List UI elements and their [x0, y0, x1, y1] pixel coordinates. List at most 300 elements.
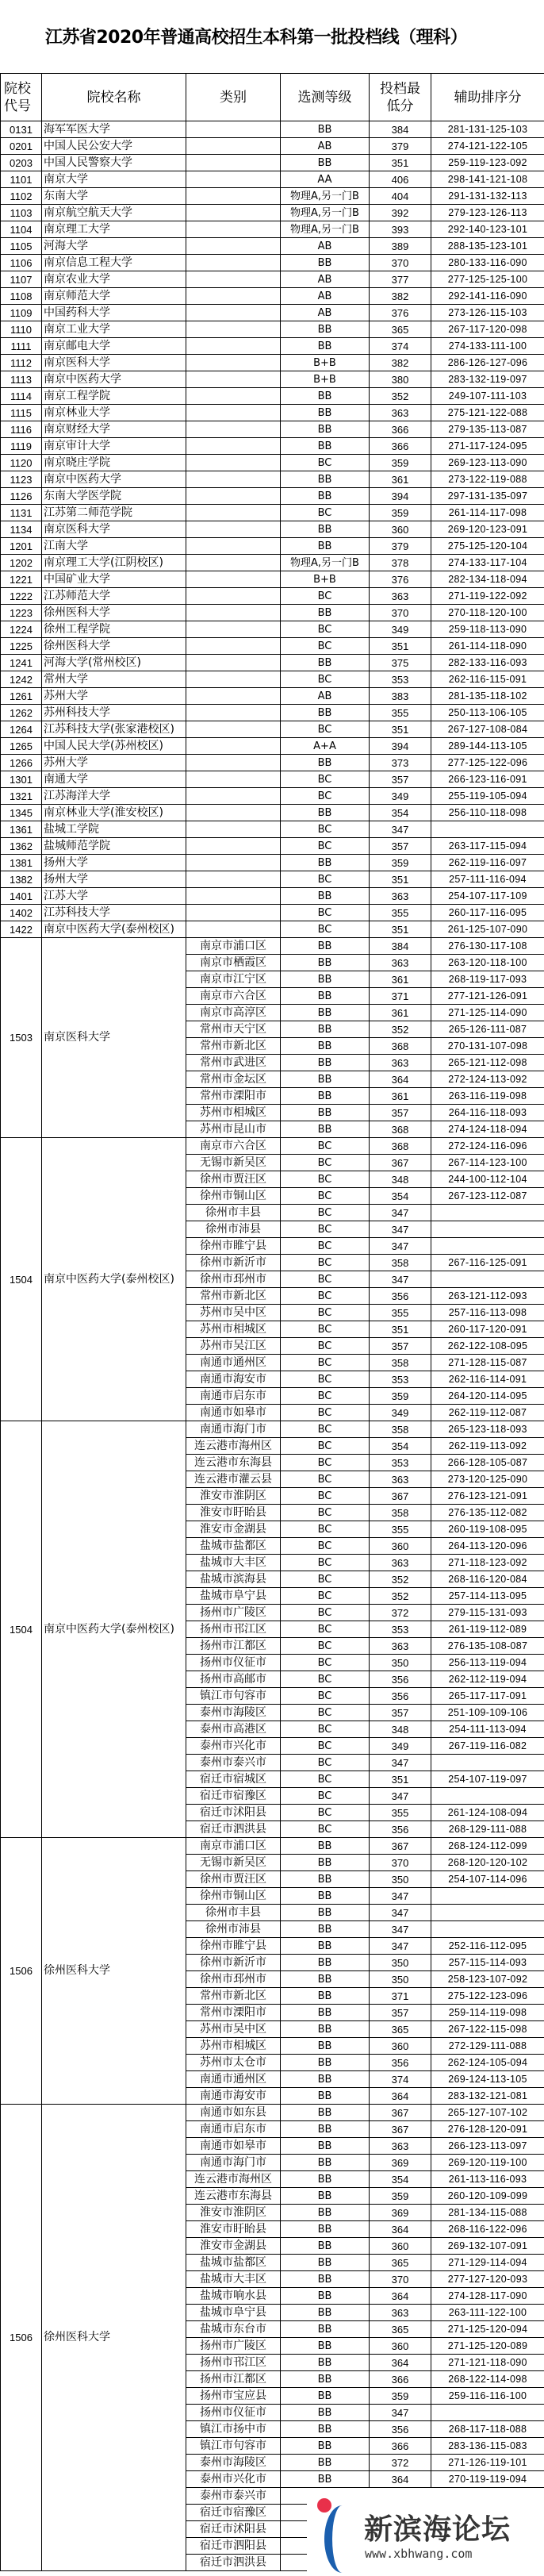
category: [186, 371, 281, 388]
category-region: 连云港市东海县: [186, 2188, 281, 2205]
aux-score: 281-135-118-102: [431, 688, 544, 705]
school-code: 1506: [1, 1838, 42, 2105]
school-code: 1402: [1, 905, 42, 921]
level: BC: [281, 1138, 370, 1155]
min-score: 364: [370, 2471, 431, 2488]
school-name: 南京医科大学: [42, 938, 186, 1138]
aux-score: 270-118-120-100: [431, 605, 544, 621]
table-row: [1, 488, 544, 505]
category-region: 宿迁市泗阳县: [186, 2538, 281, 2555]
level: BC: [281, 1321, 370, 1338]
category-region: 南通市海门市: [186, 1421, 281, 1438]
level: BB: [281, 1105, 370, 1121]
school-code: 1361: [1, 821, 42, 838]
category-region: 南通市海安市: [186, 2088, 281, 2105]
category: [186, 688, 281, 705]
category-region: 苏州市相城区: [186, 1321, 281, 1338]
category-region: 苏州市吴中区: [186, 2021, 281, 2038]
category-region: 徐州市铜山区: [186, 1188, 281, 1205]
category: [186, 571, 281, 588]
aux-score: 261-114-118-090: [431, 638, 544, 655]
school-code: 1504: [1, 1421, 42, 1838]
category-region: 扬州市广陵区: [186, 1605, 281, 1621]
table-row: [1, 821, 544, 838]
category-region: 南通市如东县: [186, 2105, 281, 2121]
level: BB: [281, 2038, 370, 2055]
category-region: 常州市武进区: [186, 1055, 281, 1071]
level: BB: [281, 538, 370, 555]
school-name: 苏州科技大学: [42, 705, 186, 721]
level: BB: [281, 2288, 370, 2305]
min-score: 377: [370, 271, 431, 288]
level: BC: [281, 1721, 370, 1738]
min-score: 360: [370, 2038, 431, 2055]
school-code: 1265: [1, 738, 42, 755]
category-region: 宿迁市宿豫区: [186, 1788, 281, 1805]
min-score: 361: [370, 471, 431, 488]
category-region: 无锡市新吴区: [186, 1855, 281, 1871]
category-region: 淮安市淮阴区: [186, 1488, 281, 1505]
table-row: [1, 571, 544, 588]
min-score: 352: [370, 1021, 431, 1038]
min-score: 393: [370, 221, 431, 238]
school-name: 南京航空航天大学: [42, 205, 186, 221]
school-name: 中国人民警察大学: [42, 155, 186, 171]
category-region: 宿迁市沭阳县: [186, 2521, 281, 2538]
category: [186, 805, 281, 821]
category: [186, 388, 281, 405]
level: BB: [281, 2155, 370, 2171]
min-score: 348: [370, 1721, 431, 1738]
aux-score: 261-114-117-098: [431, 505, 544, 521]
min-score: 358: [370, 1355, 431, 1371]
category-region: 盐城市盐都区: [186, 1538, 281, 1555]
level: BC: [281, 1171, 370, 1188]
aux-score: 262-116-114-091: [431, 1371, 544, 1388]
school-code: 1225: [1, 638, 42, 655]
aux-score: 268-122-114-098: [431, 2371, 544, 2388]
level: BC: [281, 721, 370, 738]
aux-score: 263-116-119-098: [431, 1088, 544, 1105]
table-row: [1, 671, 544, 688]
category-region: 南京市栖霞区: [186, 955, 281, 971]
school-name: 南京审计大学: [42, 438, 186, 455]
aux-score: 272-124-113-092: [431, 1071, 544, 1088]
aux-score: 265-123-118-093: [431, 1421, 544, 1438]
aux-score: 261-124-108-094: [431, 1805, 544, 1821]
category-region: 连云港市东海县: [186, 1455, 281, 1471]
min-score: 357: [370, 838, 431, 855]
min-score: 364: [370, 2088, 431, 2105]
category: [186, 788, 281, 805]
category-region: 镇江市扬中市: [186, 2421, 281, 2438]
min-score: 382: [370, 288, 431, 305]
min-score: 370: [370, 2271, 431, 2288]
aux-score: 259-116-116-100: [431, 2388, 544, 2405]
school-code: 1112: [1, 355, 42, 371]
aux-score: 256-110-118-098: [431, 805, 544, 821]
aux-score: 263-111-122-100: [431, 2305, 544, 2321]
level: BB: [281, 438, 370, 455]
school-name: 徐州工程学院: [42, 621, 186, 638]
level: AB: [281, 305, 370, 321]
category: [186, 171, 281, 188]
min-score: 360: [370, 521, 431, 538]
school-name: 南京大学: [42, 171, 186, 188]
category-region: 宿迁市宿豫区: [186, 2505, 281, 2521]
min-score: 363: [370, 405, 431, 421]
min-score: 379: [370, 138, 431, 155]
min-score: 363: [370, 1638, 431, 1655]
table-row: [1, 371, 544, 388]
level: B+B: [281, 355, 370, 371]
level: BB: [281, 488, 370, 505]
table-row: [1, 271, 544, 288]
category: [186, 238, 281, 255]
category: [186, 821, 281, 838]
aux-score: 271-119-122-092: [431, 588, 544, 605]
aux-score: 257-116-113-098: [431, 1305, 544, 1321]
min-score: 353: [370, 671, 431, 688]
level: BB: [281, 421, 370, 438]
aux-score: 264-120-114-095: [431, 1388, 544, 1405]
min-score: 394: [370, 488, 431, 505]
aux-score: 288-135-123-101: [431, 238, 544, 255]
category-region: 扬州市江都区: [186, 1638, 281, 1655]
header-score: 投档最低分: [370, 74, 431, 121]
category-region: 苏州市昆山市: [186, 1121, 281, 1138]
min-score: 360: [370, 2238, 431, 2255]
level: BC: [281, 1505, 370, 1521]
table-row: [1, 1421, 544, 1438]
aux-score: 281-134-115-088: [431, 2205, 544, 2221]
aux-score: 275-121-122-088: [431, 405, 544, 421]
table-row: [1, 555, 544, 571]
min-score: 360: [370, 2338, 431, 2355]
school-code: 1506: [1, 2105, 42, 2571]
min-score: 370: [370, 605, 431, 621]
min-score: 363: [370, 888, 431, 905]
min-score: 363: [370, 2305, 431, 2321]
aux-score: 267-116-125-091: [431, 1255, 544, 1271]
school-name: 南通大学: [42, 771, 186, 788]
school-name: 扬州大学: [42, 855, 186, 871]
level: BB: [281, 2271, 370, 2288]
category: [186, 421, 281, 438]
min-score: 364: [370, 2288, 431, 2305]
aux-score: 271-125-120-094: [431, 2321, 544, 2338]
school-code: 1102: [1, 188, 42, 205]
aux-score: 289-144-113-105: [431, 738, 544, 755]
table-row: [1, 255, 544, 271]
table-row: [1, 338, 544, 355]
table-row: [1, 755, 544, 771]
school-name: 中国矿业大学: [42, 571, 186, 588]
school-code: 1101: [1, 171, 42, 188]
min-score: 374: [370, 2071, 431, 2088]
min-score: 363: [370, 2138, 431, 2155]
min-score: 355: [370, 1305, 431, 1321]
level: BB: [281, 121, 370, 138]
min-score: 372: [370, 1605, 431, 1621]
level: BB: [281, 1021, 370, 1038]
category: [186, 405, 281, 421]
school-name: 南京中医药大学: [42, 371, 186, 388]
aux-score: 261-119-112-089: [431, 1621, 544, 1638]
min-score: 378: [370, 555, 431, 571]
aux-score: [431, 1888, 544, 1905]
category: [186, 538, 281, 555]
table-row: [1, 188, 544, 205]
min-score: 383: [370, 688, 431, 705]
level: BC: [281, 1621, 370, 1638]
school-name: 苏州大学: [42, 755, 186, 771]
school-name: 东南大学: [42, 188, 186, 205]
aux-score: [431, 1755, 544, 1771]
category-region: 泰州市泰兴市: [186, 2488, 281, 2505]
aux-score: 274-133-117-104: [431, 555, 544, 571]
level: BB: [281, 2421, 370, 2438]
min-score: 366: [370, 2438, 431, 2455]
school-name: 南京晓庄学院: [42, 455, 186, 471]
category: [186, 188, 281, 205]
aux-score: 273-122-119-088: [431, 471, 544, 488]
level: BB: [281, 521, 370, 538]
level: BB: [281, 2188, 370, 2205]
min-score: 351: [370, 1771, 431, 1788]
aux-score: 274-124-118-094: [431, 1121, 544, 1138]
category-region: 盐城市东台市: [186, 2321, 281, 2338]
category-region: 苏州市太仓市: [186, 2055, 281, 2071]
min-score: 372: [370, 2455, 431, 2471]
level: BB: [281, 338, 370, 355]
level: AB: [281, 271, 370, 288]
category-region: 盐城市大丰区: [186, 1555, 281, 1571]
min-score: 384: [370, 121, 431, 138]
school-code: 1201: [1, 538, 42, 555]
table-row: [1, 1838, 544, 1855]
min-score: 370: [370, 255, 431, 271]
category-region: 徐州市睢宁县: [186, 1938, 281, 1955]
aux-score: 272-129-111-088: [431, 2038, 544, 2055]
category: [186, 221, 281, 238]
level: BB: [281, 1905, 370, 1921]
aux-score: [431, 1271, 544, 1288]
aux-score: 270-131-107-098: [431, 1038, 544, 1055]
school-name: 河海大学: [42, 238, 186, 255]
aux-score: 271-125-114-090: [431, 1005, 544, 1021]
category: [186, 521, 281, 538]
category-region: 扬州市仪征市: [186, 1655, 281, 1671]
aux-score: 271-118-123-092: [431, 1555, 544, 1571]
table-row: [1, 1138, 544, 1155]
level: BB: [281, 2438, 370, 2455]
min-score: 361: [370, 1005, 431, 1021]
category-region: 镇江市句容市: [186, 2438, 281, 2455]
aux-score: 281-131-125-103: [431, 121, 544, 138]
table-row: [1, 688, 544, 705]
level: BB: [281, 1938, 370, 1955]
aux-score: 265-117-117-091: [431, 1688, 544, 1705]
min-score: 347: [370, 821, 431, 838]
school-name: 南京邮电大学: [42, 338, 186, 355]
min-score: 382: [370, 355, 431, 371]
level: BC: [281, 1571, 370, 1588]
aux-score: 262-119-112-087: [431, 1405, 544, 1421]
aux-score: 292-140-123-101: [431, 221, 544, 238]
aux-score: [431, 821, 544, 838]
min-score: 406: [370, 171, 431, 188]
school-code: 1106: [1, 255, 42, 271]
aux-score: 279-123-126-113: [431, 205, 544, 221]
category-region: 徐州市铜山区: [186, 1888, 281, 1905]
min-score: 349: [370, 788, 431, 805]
category-region: 南通市启东市: [186, 1388, 281, 1405]
school-name: 海军军医大学: [42, 121, 186, 138]
min-score: 350: [370, 1971, 431, 1988]
level: B+B: [281, 571, 370, 588]
level: BC: [281, 1188, 370, 1205]
min-score: 365: [370, 2021, 431, 2038]
aux-score: 260-117-120-091: [431, 1321, 544, 1338]
aux-score: 276-123-121-091: [431, 1488, 544, 1505]
table-row: [1, 888, 544, 905]
school-code: 1111: [1, 338, 42, 355]
min-score: 347: [370, 1271, 431, 1288]
level: BC: [281, 1538, 370, 1555]
aux-score: 260-120-109-099: [431, 2188, 544, 2205]
min-score: 352: [370, 1571, 431, 1588]
category: [186, 755, 281, 771]
level: AB: [281, 288, 370, 305]
category: [186, 605, 281, 621]
min-score: 358: [370, 1255, 431, 1271]
category-region: 徐州市邳州市: [186, 1971, 281, 1988]
school-name: 南京中医药大学(泰州校区): [42, 1421, 186, 1838]
min-score: 374: [370, 338, 431, 355]
aux-score: 283-132-121-081: [431, 2088, 544, 2105]
min-score: 347: [370, 1905, 431, 1921]
level: BB: [281, 955, 370, 971]
aux-score: 271-128-115-087: [431, 1355, 544, 1371]
category-region: 泰州市海陵区: [186, 2455, 281, 2471]
table-row: [1, 938, 544, 955]
school-code: 1382: [1, 871, 42, 888]
level: BB: [281, 1888, 370, 1905]
category: [186, 438, 281, 455]
level: AB: [281, 138, 370, 155]
school-code: 1401: [1, 888, 42, 905]
category-region: 南通市如皋市: [186, 1405, 281, 1421]
watermark-url: www.xbhwang.com: [365, 2547, 472, 2561]
aux-score: 276-130-117-108: [431, 938, 544, 955]
min-score: 370: [370, 1855, 431, 1871]
category-region: 连云港市灌云县: [186, 1471, 281, 1488]
min-score: 349: [370, 1738, 431, 1755]
min-score: 352: [370, 1588, 431, 1605]
aux-score: 271-125-120-089: [431, 2338, 544, 2355]
school-name: 扬州大学: [42, 871, 186, 888]
level: 物理A,另一门B: [281, 221, 370, 238]
aux-score: 260-119-108-095: [431, 1521, 544, 1538]
aux-score: 272-124-116-096: [431, 1138, 544, 1155]
level: 物理A,另一门B: [281, 188, 370, 205]
level: BC: [281, 1655, 370, 1671]
category-region: 镇江市句容市: [186, 1688, 281, 1705]
category-region: 宿迁市宿城区: [186, 1771, 281, 1788]
page-title: 江苏省2020年普通高校招生本科第一批投档线（理科）: [0, 24, 544, 48]
aux-score: 286-126-127-096: [431, 355, 544, 371]
category-region: 宿迁市沭阳县: [186, 1805, 281, 1821]
school-name: 江南大学: [42, 538, 186, 555]
min-score: 359: [370, 505, 431, 521]
school-code: 1503: [1, 938, 42, 1138]
aux-score: 262-116-115-091: [431, 671, 544, 688]
aux-score: 274-121-122-105: [431, 138, 544, 155]
table-row: [1, 388, 544, 405]
table-row: [1, 605, 544, 621]
min-score: 369: [370, 2155, 431, 2171]
min-score: 356: [370, 2055, 431, 2071]
level: BB: [281, 2255, 370, 2271]
category-region: 苏州市吴中区: [186, 1305, 281, 1321]
category-region: 苏州市吴江区: [186, 1338, 281, 1355]
category-region: 淮安市金湖县: [186, 2238, 281, 2255]
min-score: 347: [370, 1755, 431, 1771]
min-score: 363: [370, 1055, 431, 1071]
level: BB: [281, 2121, 370, 2138]
level: BC: [281, 1638, 370, 1655]
aux-score: 259-119-123-092: [431, 155, 544, 171]
category-region: 连云港市海州区: [186, 2171, 281, 2188]
school-name: 东南大学医学院: [42, 488, 186, 505]
level: BC: [281, 1555, 370, 1571]
level: BB: [281, 2371, 370, 2388]
min-score: 355: [370, 905, 431, 921]
category-region: 常州市天宁区: [186, 1021, 281, 1038]
table-row: [1, 521, 544, 538]
aux-score: 268-116-122-096: [431, 2221, 544, 2238]
school-code: 1104: [1, 221, 42, 238]
aux-score: 257-111-116-094: [431, 871, 544, 888]
level: BC: [281, 1738, 370, 1755]
level: BC: [281, 1705, 370, 1721]
school-code: 1264: [1, 721, 42, 738]
category: [186, 721, 281, 738]
category-region: 淮安市淮阴区: [186, 2205, 281, 2221]
school-name: 江苏大学: [42, 888, 186, 905]
min-score: 365: [370, 321, 431, 338]
min-score: 358: [370, 1421, 431, 1438]
min-score: 359: [370, 855, 431, 871]
aux-score: 277-125-122-096: [431, 755, 544, 771]
level: BC: [281, 1221, 370, 1238]
category-region: 徐州市贾汪区: [186, 1171, 281, 1188]
min-score: 347: [370, 1221, 431, 1238]
table-row: [1, 638, 544, 655]
aux-score: 251-109-109-106: [431, 1705, 544, 1721]
aux-score: 283-136-115-083: [431, 2438, 544, 2455]
category-region: 南通市通州区: [186, 1355, 281, 1371]
level: BB: [281, 2171, 370, 2188]
category-region: 泰州市泰兴市: [186, 1755, 281, 1771]
school-name: 中国人民公安大学: [42, 138, 186, 155]
level: BB: [281, 1855, 370, 1871]
school-name: 常州大学: [42, 671, 186, 688]
level: BB: [281, 255, 370, 271]
aux-score: 275-125-120-104: [431, 538, 544, 555]
min-score: 354: [370, 805, 431, 821]
